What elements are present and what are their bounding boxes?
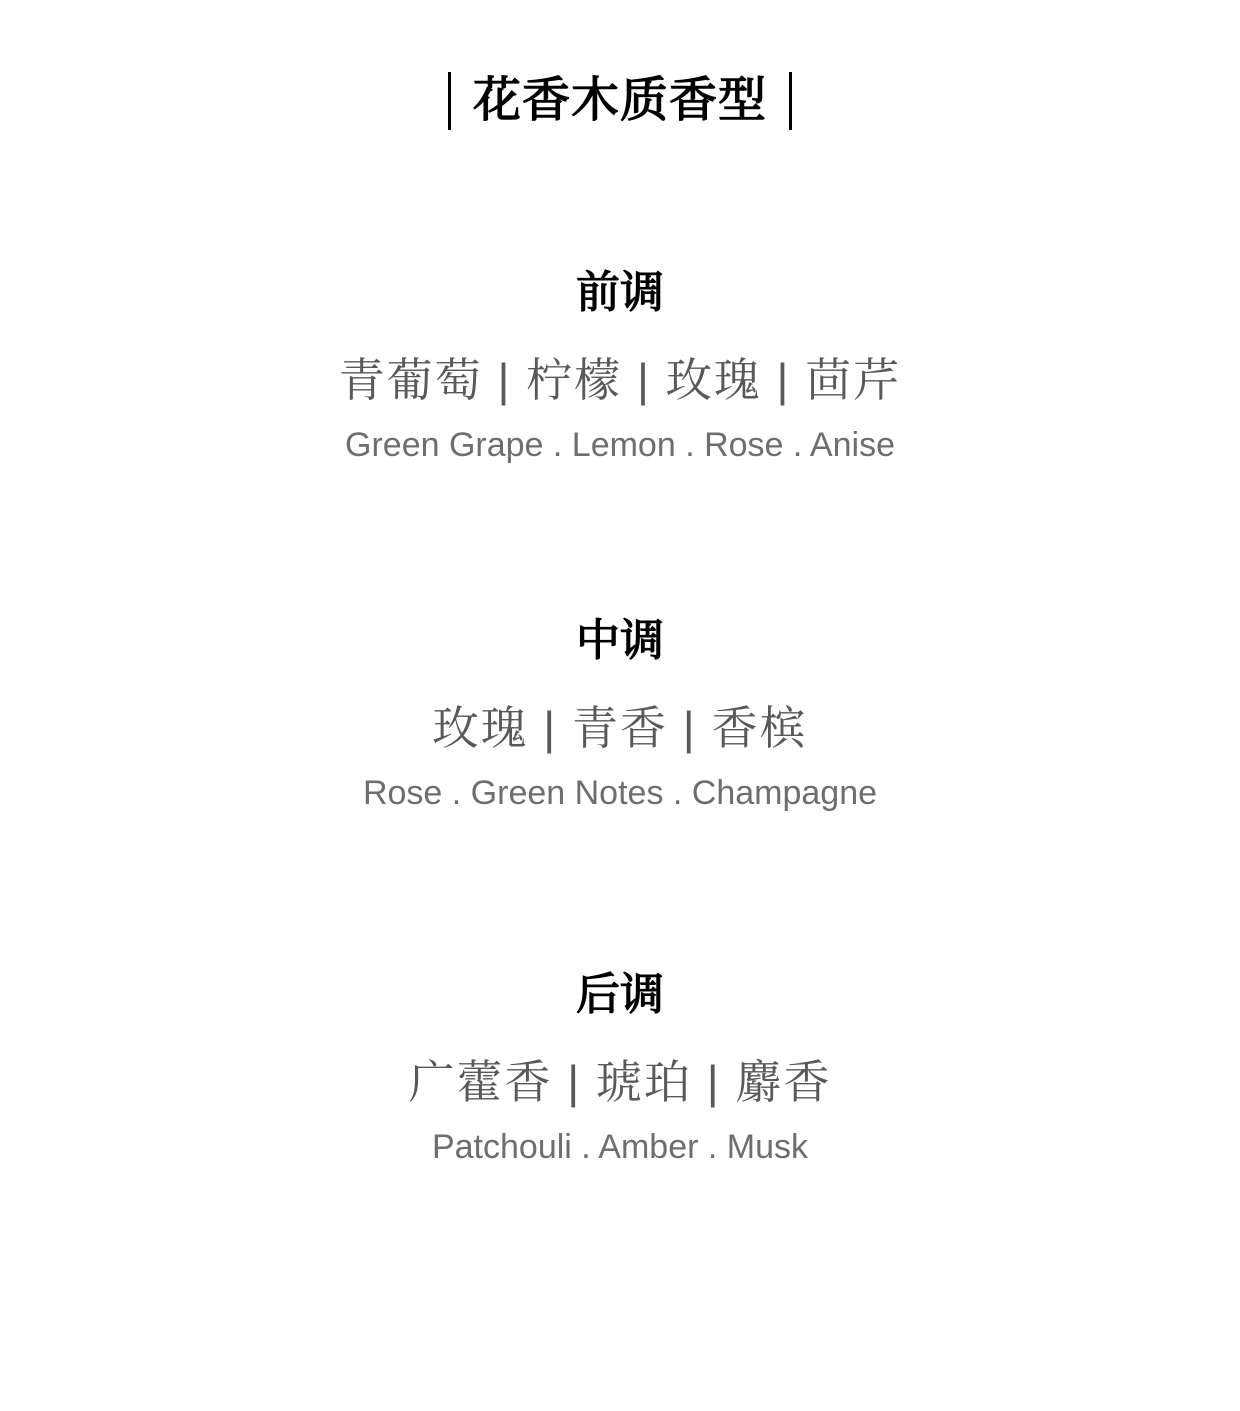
- title-right-bar: [789, 72, 792, 130]
- middle-notes-chinese: 玫瑰 | 青香 | 香槟: [432, 702, 808, 754]
- section-middle-notes: [0, 616, 1240, 814]
- page-title-text: 花香木质香型: [472, 74, 767, 127]
- base-notes-english: Patchouli . Amber . Musk: [431, 1128, 809, 1166]
- top-notes-heading: 前调: [576, 268, 664, 317]
- middle-notes-english: Rose . Green Notes . Champagne: [362, 774, 878, 812]
- base-notes-heading: 后调: [576, 970, 664, 1019]
- top-notes-english: Green Grape . Lemon . Rose . Anise: [345, 426, 895, 464]
- section-top-notes: [0, 268, 1240, 466]
- page-title: [0, 72, 1240, 130]
- middle-notes-heading: 中调: [576, 616, 664, 665]
- title-left-bar: [448, 72, 451, 130]
- base-notes-chinese: 广藿香 | 琥珀 | 麝香: [408, 1056, 832, 1108]
- top-notes-chinese: 青葡萄 | 柠檬 | 玫瑰 | 茴芹: [338, 354, 902, 406]
- section-base-notes: [0, 970, 1240, 1168]
